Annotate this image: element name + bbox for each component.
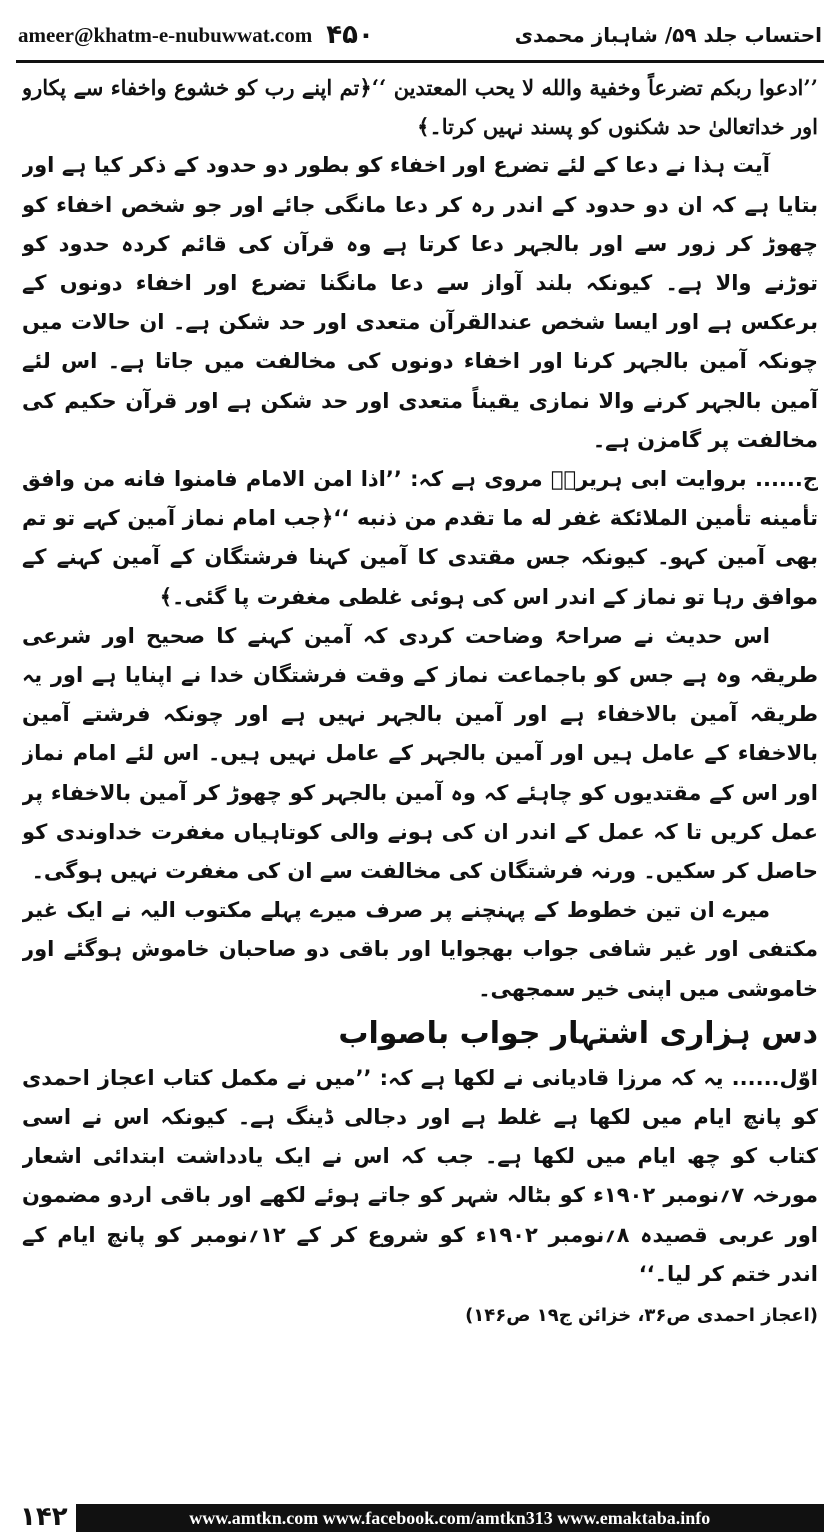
paragraph-verse: ’’ادعوا ربكم تضرعاً وخفية والله لا يحب المعتدين ‘‘﴿تم اپنے رب کو خشوع واخفاء سے پکارو اور خداتعالیٰ حد شکنوں کو پسند نہیں کرتا۔﴾ <box>22 75 818 140</box>
paragraph-first-point: اوّل...... یہ کہ مرزا قادیانی نے لکھا ہے کہ: ’’میں نے مکمل کتاب اعجاز احمدی کو پانچ ایام میں لکھا ہے غلط ہے اور دجالی ڈینگ ہے۔ کیونکہ اس نے اسی کتاب کو چھ ایام میں لکھا ہے۔ جب کہ اس نے ایک یادداشت ابتدائی اشعار مورخہ ۷؍نومبر ۱۹۰۲ء کو بٹالہ شہر کو جاتے ہوئے لکھے اور باقی اردو مضمون اور عربی قصیدہ ۸؍نومبر ۱۹۰۲ء کو شروع کر کے ۱۲؍نومبر کو پانچ ایام کے اندر ختم کر لیا۔‘‘ <box>22 1065 818 1286</box>
header-email: ameer@khatm-e-nubuwwat.com <box>18 22 313 47</box>
paragraph-explanation: آیت ہذا نے دعا کے لئے تضرع اور اخفاء کو بطور دو حدود کے ذکر کیا ہے اور بتایا ہے کہ ان دو حدود کے اندر رہ کر دعا مانگی جائے اور جو شخص اخفاء کو چھوڑ کر زور سے اور بالجہر دعا کرتا ہے وہ قرآن کی قائم کردہ حدود کو توڑنے والا ہے۔ کیونکہ بلند آواز سے دعا مانگنا تضرع اور اخفاء دونوں کے برعکس ہے اور ایسا شخص عندالقرآن متعدی اور حد شکن ہے۔ ان حالات میں چونکہ آمین بالجہر کرنا اور اخفاء دونوں کی مخالفت میں جاتا ہے۔ اس لئے آمین بالجہر کرنے والا نمازی یقیناً متعدی اور حد شکن ہے اور قرآن حکیم کی مخالفت پر گامزن ہے۔ <box>22 153 818 452</box>
header-left <box>18 20 374 50</box>
paragraph-letters: میرے ان تین خطوط کے پہنچنے پر صرف میرے پہلے مکتوب الیہ نے ایک غیر مکتفی اور غیر شافی جواب بھجوایا اور باقی دو صاحبان خاموش ہوگئے اور خاموشی میں اپنی خیر سمجھی۔ <box>22 898 818 1001</box>
footer-urls: www.amtkn.com www.facebook.com/amtkn313 www.emaktaba.info <box>76 1504 824 1532</box>
footer-page-number: ۱۴۲ <box>20 1502 68 1532</box>
header-page-number: ۴۵۰ <box>326 20 374 50</box>
page-body <box>22 68 818 1488</box>
paragraph-hadith: ج...... بروایت ابی ہریرہؓ مروی ہے کہ: ’’اذا امن الامام فامنوا فانه من وافق تأمينه تأمين الملائكة غفر له ما تقدم من ذنبه ‘‘﴿جب امام نماز آمین کہے تو تم بھی آمین کہو۔ کیونکہ جس مقتدی کا آمین کہنا فرشتگان کے آمین کہنے کے موافق رہا تو نماز کے اندر اس کی ہوئی غلطی مغفرت پا گئی۔﴾ <box>22 467 818 609</box>
header-rule <box>16 60 824 63</box>
page-header <box>18 14 822 56</box>
header-title: احتساب جلد ۵۹/ شاہباز محمدی <box>514 23 822 47</box>
section-heading: دس ہزاری اشتہار جواب باصواب <box>338 1015 818 1051</box>
paragraph-hadith-explanation: اس حدیث نے صراحۃً وضاحت کردی کہ آمین کہنے کا صحیح اور شرعی طریقہ وہ ہے جس کو باجماعت نماز کے وقت فرشتگان خدا نے اپنایا ہے اور یہ طریقہ آمین بالاخفاء ہے اور آمین بالجہر نہیں ہے اور چونکہ فرشتے آمین بالاخفاء کے عامل ہیں اور آمین بالجہر کے عامل نہیں ہیں۔ اس لئے امام نماز اور اس کے مقتدیوں کو چاہئے کہ وہ آمین بالجہر کو چھوڑ کر آمین بالاخفاء پر عمل کریں تا کہ عمل کے اندر ان کی ہونے والی کوتاہیاں مغفرت خداوندی کو حاصل کر سکیں۔ ورنہ فرشتگان کی مخالفت سے ان کی مغفرت نہیں ہوگی۔ <box>22 623 818 884</box>
citation-reference: (اعجاز احمدی ص۳۶، خزائن ج۱۹ ص۱۴۶) <box>465 1305 818 1327</box>
page-footer <box>16 1498 824 1532</box>
